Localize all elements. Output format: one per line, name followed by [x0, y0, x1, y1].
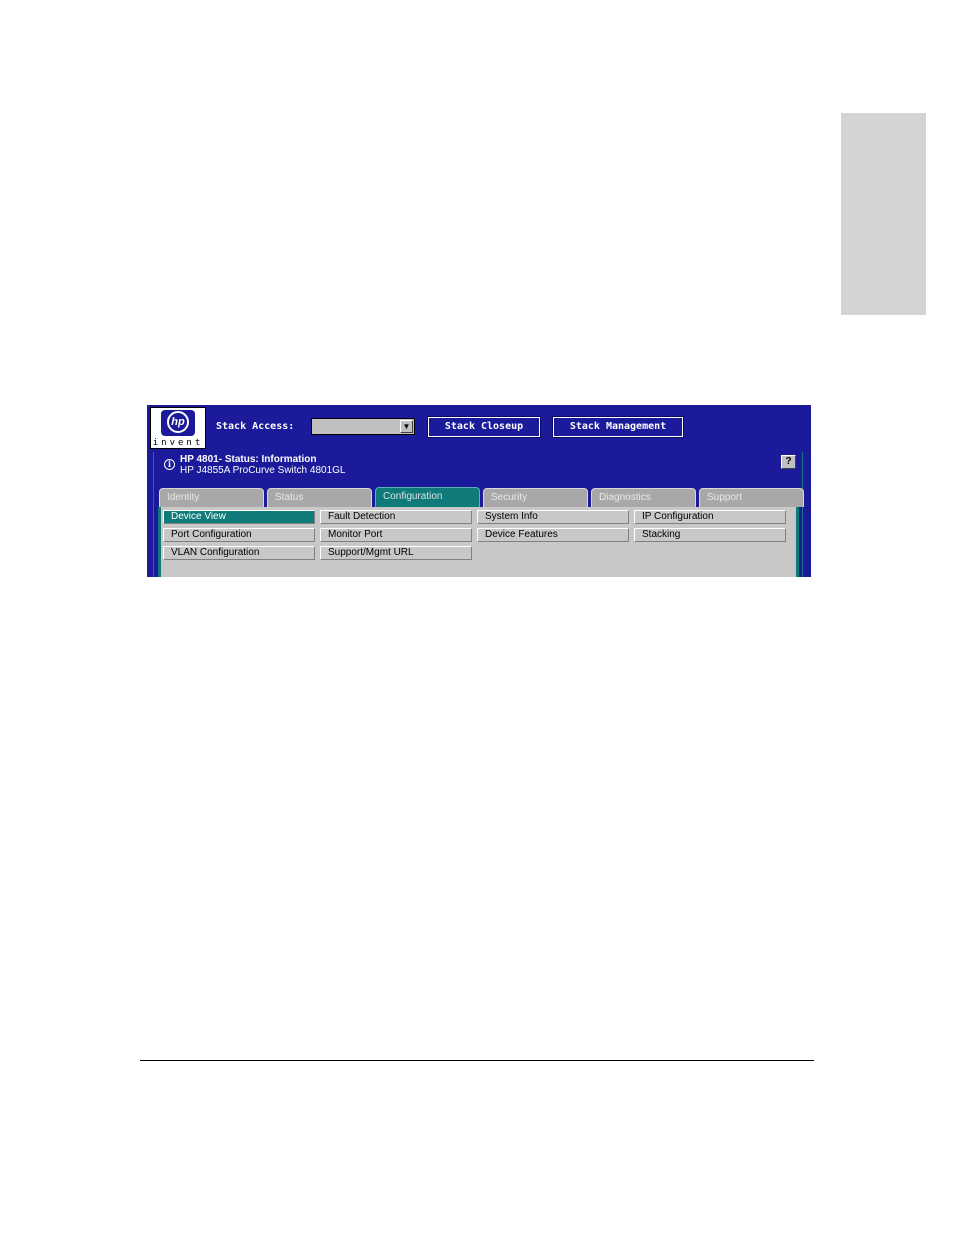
stack-management-button[interactable]: Stack Management	[553, 417, 683, 437]
stack-access-select[interactable]	[311, 418, 415, 435]
tab-diagnostics[interactable]: Diagnostics	[591, 488, 696, 507]
port-configuration-button[interactable]: Port Configuration	[163, 528, 315, 542]
monitor-port-button[interactable]: Monitor Port	[320, 528, 472, 542]
hp-logo-circle: hp	[167, 411, 189, 433]
device-frame-inner	[154, 452, 802, 577]
tab-identity[interactable]: Identity	[159, 488, 264, 507]
stack-access-label: Stack Access:	[216, 421, 295, 432]
support-mgmt-url-button[interactable]: Support/Mgmt URL	[320, 546, 472, 560]
chapter-thumb-tab	[841, 113, 926, 315]
tab-configuration[interactable]: Configuration	[375, 487, 480, 507]
fault-detection-button[interactable]: Fault Detection	[320, 510, 472, 524]
device-view-button[interactable]: Device View	[163, 510, 315, 524]
status-title: HP 4801- Status: Information	[180, 454, 317, 465]
ip-configuration-button[interactable]: IP Configuration	[634, 510, 786, 524]
tab-support[interactable]: Support	[699, 488, 804, 507]
vlan-configuration-button[interactable]: VLAN Configuration	[163, 546, 315, 560]
hp-logo-mark	[161, 410, 195, 436]
hp-logo	[150, 407, 206, 449]
tab-status[interactable]: Status	[267, 488, 372, 507]
device-model: HP J4855A ProCurve Switch 4801GL	[180, 465, 346, 476]
device-frame	[153, 452, 803, 577]
web-agent-window	[147, 405, 811, 577]
help-button[interactable]: ?	[781, 455, 796, 469]
info-icon: i	[164, 459, 175, 470]
tab-bar	[159, 487, 802, 507]
stack-closeup-button[interactable]: Stack Closeup	[428, 417, 540, 437]
stacking-button[interactable]: Stacking	[634, 528, 786, 542]
system-info-button[interactable]: System Info	[477, 510, 629, 524]
footer-rule	[140, 1060, 814, 1061]
device-features-button[interactable]: Device Features	[477, 528, 629, 542]
tab-security[interactable]: Security	[483, 488, 588, 507]
hp-logo-word: invent	[152, 438, 204, 448]
configuration-panel	[158, 507, 799, 577]
chevron-down-icon[interactable]: ▼	[400, 420, 413, 433]
